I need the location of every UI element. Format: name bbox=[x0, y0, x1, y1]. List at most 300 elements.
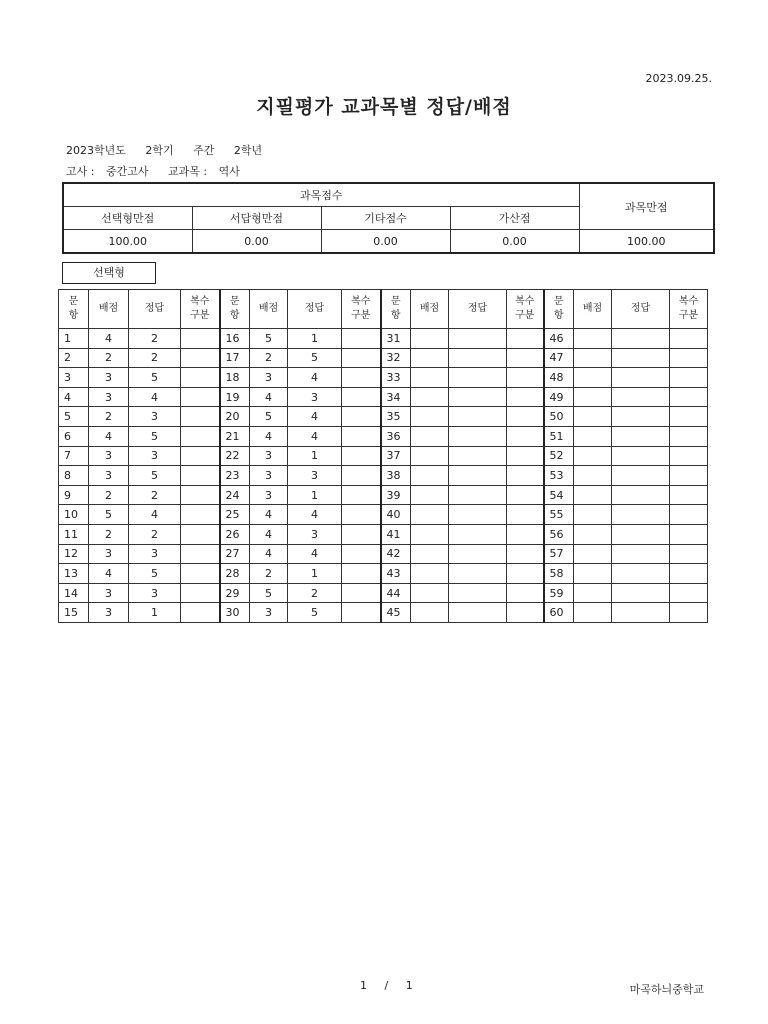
points-cell: 2 bbox=[89, 348, 129, 368]
points-header: 배점 bbox=[250, 290, 288, 329]
multiple-answer-cell bbox=[181, 583, 220, 603]
answer-cell: 2 bbox=[129, 329, 181, 349]
table-row bbox=[59, 466, 708, 486]
subject-value: 역사 bbox=[218, 165, 240, 178]
points-cell: 5 bbox=[250, 583, 288, 603]
answer-cell: 1 bbox=[129, 603, 181, 623]
points-cell bbox=[574, 564, 612, 584]
points-cell bbox=[574, 603, 612, 623]
points-cell: 4 bbox=[89, 564, 129, 584]
answer-cell bbox=[612, 603, 670, 623]
question-number-cell: 21 bbox=[220, 426, 250, 446]
points-cell bbox=[574, 407, 612, 427]
question-number-cell: 31 bbox=[381, 329, 411, 349]
answer-cell bbox=[449, 466, 507, 486]
question-number-header: 문 항 bbox=[59, 290, 89, 329]
section-label: 선택형 bbox=[62, 262, 156, 284]
answer-cell: 3 bbox=[288, 466, 342, 486]
answer-cell: 5 bbox=[288, 348, 342, 368]
multiple-answer-cell bbox=[507, 524, 544, 544]
subject-label: 교과목 : bbox=[167, 165, 208, 178]
answer-cell bbox=[449, 368, 507, 388]
answer-cell bbox=[449, 524, 507, 544]
question-number-cell: 43 bbox=[381, 564, 411, 584]
points-cell: 4 bbox=[250, 426, 288, 446]
answer-cell: 5 bbox=[129, 466, 181, 486]
answer-cell: 1 bbox=[288, 564, 342, 584]
answer-cell bbox=[449, 485, 507, 505]
answer-cell: 2 bbox=[129, 348, 181, 368]
question-number-cell: 13 bbox=[59, 564, 89, 584]
answer-header: 정답 bbox=[612, 290, 670, 329]
answer-cell: 4 bbox=[288, 544, 342, 564]
answer-cell: 4 bbox=[288, 407, 342, 427]
answer-cell bbox=[612, 446, 670, 466]
points-cell bbox=[411, 387, 449, 407]
answer-cell bbox=[612, 524, 670, 544]
multiple-answer-cell bbox=[507, 387, 544, 407]
question-number-cell: 33 bbox=[381, 368, 411, 388]
multiple-answer-cell bbox=[670, 485, 708, 505]
points-cell: 3 bbox=[89, 583, 129, 603]
summary-header-choice: 선택형만점 bbox=[63, 207, 192, 230]
answer-cell bbox=[612, 368, 670, 388]
meta-semester: 2학기 bbox=[145, 144, 174, 157]
points-cell bbox=[411, 348, 449, 368]
multiple-answer-cell bbox=[507, 564, 544, 584]
multiple-answer-cell bbox=[181, 544, 220, 564]
answer-cell bbox=[449, 583, 507, 603]
points-cell: 5 bbox=[89, 505, 129, 525]
points-cell: 3 bbox=[89, 387, 129, 407]
points-cell: 3 bbox=[250, 368, 288, 388]
answer-cell bbox=[612, 426, 670, 446]
question-number-cell: 24 bbox=[220, 485, 250, 505]
answer-header: 정답 bbox=[288, 290, 342, 329]
answer-cell bbox=[449, 387, 507, 407]
table-row bbox=[59, 485, 708, 505]
answer-cell: 5 bbox=[129, 368, 181, 388]
multiple-answer-cell bbox=[670, 466, 708, 486]
question-number-cell: 7 bbox=[59, 446, 89, 466]
points-cell bbox=[411, 524, 449, 544]
question-number-cell: 59 bbox=[544, 583, 574, 603]
answer-cell bbox=[449, 544, 507, 564]
points-cell: 2 bbox=[89, 407, 129, 427]
points-cell: 3 bbox=[89, 466, 129, 486]
table-row bbox=[59, 368, 708, 388]
multiple-answer-cell bbox=[670, 426, 708, 446]
question-number-cell: 57 bbox=[544, 544, 574, 564]
question-number-cell: 47 bbox=[544, 348, 574, 368]
table-row bbox=[59, 329, 708, 349]
multiple-answer-cell bbox=[181, 426, 220, 446]
question-number-cell: 54 bbox=[544, 485, 574, 505]
points-cell bbox=[411, 407, 449, 427]
question-number-header: 문 항 bbox=[381, 290, 411, 329]
multiple-answer-cell bbox=[507, 368, 544, 388]
answer-cell bbox=[449, 603, 507, 623]
multiple-answer-cell bbox=[670, 583, 708, 603]
answer-cell: 3 bbox=[129, 446, 181, 466]
points-cell: 4 bbox=[250, 544, 288, 564]
points-cell: 3 bbox=[250, 485, 288, 505]
points-cell bbox=[574, 583, 612, 603]
question-number-cell: 16 bbox=[220, 329, 250, 349]
answer-cell bbox=[612, 544, 670, 564]
question-number-cell: 50 bbox=[544, 407, 574, 427]
multiple-answer-cell bbox=[181, 485, 220, 505]
answer-cell bbox=[612, 407, 670, 427]
question-number-cell: 58 bbox=[544, 564, 574, 584]
question-number-cell: 2 bbox=[59, 348, 89, 368]
points-cell: 5 bbox=[250, 407, 288, 427]
answer-cell: 4 bbox=[288, 426, 342, 446]
question-number-cell: 9 bbox=[59, 485, 89, 505]
answer-cell: 2 bbox=[129, 524, 181, 544]
multiple-answer-cell bbox=[507, 466, 544, 486]
multiple-answer-cell bbox=[670, 387, 708, 407]
points-header: 배점 bbox=[411, 290, 449, 329]
summary-full-header: 과목만점 bbox=[579, 183, 714, 230]
multiple-answer-cell bbox=[342, 426, 381, 446]
answer-cell: 5 bbox=[288, 603, 342, 623]
points-cell bbox=[411, 603, 449, 623]
answer-cell: 1 bbox=[288, 446, 342, 466]
points-cell bbox=[574, 368, 612, 388]
multiple-answer-cell bbox=[342, 603, 381, 623]
table-row bbox=[59, 603, 708, 623]
question-number-cell: 6 bbox=[59, 426, 89, 446]
answer-cell: 5 bbox=[129, 426, 181, 446]
question-number-cell: 34 bbox=[381, 387, 411, 407]
multiple-answer-cell bbox=[670, 544, 708, 564]
question-number-cell: 49 bbox=[544, 387, 574, 407]
answer-cell: 4 bbox=[129, 387, 181, 407]
summary-group-header: 과목점수 bbox=[63, 183, 579, 207]
answer-cell bbox=[612, 505, 670, 525]
multiple-answer-cell bbox=[507, 544, 544, 564]
multiple-answer-cell bbox=[507, 505, 544, 525]
multiple-answer-cell bbox=[342, 583, 381, 603]
question-number-cell: 14 bbox=[59, 583, 89, 603]
points-cell bbox=[574, 426, 612, 446]
summary-value-written: 0.00 bbox=[192, 230, 321, 254]
multiple-answer-cell bbox=[670, 505, 708, 525]
points-cell: 2 bbox=[250, 564, 288, 584]
answer-cell bbox=[612, 466, 670, 486]
table-row bbox=[59, 583, 708, 603]
answer-cell: 4 bbox=[288, 505, 342, 525]
table-row bbox=[59, 544, 708, 564]
print-date: 2023.09.25. bbox=[645, 72, 712, 85]
multiple-answer-cell bbox=[670, 603, 708, 623]
question-number-cell: 29 bbox=[220, 583, 250, 603]
question-number-cell: 23 bbox=[220, 466, 250, 486]
exam-value: 중간고사 bbox=[105, 165, 149, 178]
question-number-cell: 27 bbox=[220, 544, 250, 564]
answer-cell bbox=[612, 387, 670, 407]
answer-cell bbox=[449, 564, 507, 584]
table-row bbox=[59, 407, 708, 427]
meta-grade: 2학년 bbox=[233, 144, 263, 157]
question-number-cell: 8 bbox=[59, 466, 89, 486]
score-summary-table bbox=[62, 182, 715, 254]
meta-line-2 bbox=[66, 163, 248, 179]
answer-cell bbox=[449, 426, 507, 446]
multiple-answer-cell bbox=[507, 446, 544, 466]
question-number-cell: 48 bbox=[544, 368, 574, 388]
points-cell bbox=[411, 426, 449, 446]
points-cell bbox=[574, 387, 612, 407]
question-number-cell: 51 bbox=[544, 426, 574, 446]
multiple-answer-cell bbox=[181, 466, 220, 486]
answer-cell bbox=[449, 446, 507, 466]
answer-cell bbox=[612, 485, 670, 505]
points-cell: 4 bbox=[250, 387, 288, 407]
table-row bbox=[59, 505, 708, 525]
multiple-answer-cell bbox=[342, 446, 381, 466]
points-cell: 2 bbox=[250, 348, 288, 368]
summary-value-other: 0.00 bbox=[321, 230, 450, 254]
points-cell bbox=[411, 368, 449, 388]
points-cell bbox=[411, 583, 449, 603]
points-cell bbox=[411, 329, 449, 349]
question-number-cell: 39 bbox=[381, 485, 411, 505]
points-cell: 4 bbox=[250, 524, 288, 544]
question-number-cell: 20 bbox=[220, 407, 250, 427]
table-row bbox=[59, 348, 708, 368]
question-number-header: 문 항 bbox=[220, 290, 250, 329]
multiple-answer-cell bbox=[507, 426, 544, 446]
multiple-answer-cell bbox=[181, 524, 220, 544]
points-cell bbox=[411, 446, 449, 466]
multiple-answer-cell bbox=[181, 603, 220, 623]
points-cell bbox=[574, 505, 612, 525]
answer-cell bbox=[612, 348, 670, 368]
multiple-answer-cell bbox=[181, 368, 220, 388]
multiple-answer-header: 복수 구분 bbox=[670, 290, 708, 329]
multiple-answer-cell bbox=[670, 329, 708, 349]
points-cell bbox=[411, 466, 449, 486]
points-cell bbox=[574, 544, 612, 564]
answer-cell: 2 bbox=[129, 485, 181, 505]
question-number-cell: 25 bbox=[220, 505, 250, 525]
points-cell bbox=[574, 524, 612, 544]
summary-full-value: 100.00 bbox=[579, 230, 714, 254]
question-number-cell: 56 bbox=[544, 524, 574, 544]
question-number-cell: 37 bbox=[381, 446, 411, 466]
points-cell: 4 bbox=[89, 426, 129, 446]
points-cell bbox=[574, 485, 612, 505]
points-cell: 4 bbox=[250, 505, 288, 525]
question-number-cell: 12 bbox=[59, 544, 89, 564]
question-number-header: 문 항 bbox=[544, 290, 574, 329]
points-cell bbox=[411, 505, 449, 525]
meta-course: 주간 bbox=[193, 144, 215, 157]
question-number-cell: 3 bbox=[59, 368, 89, 388]
question-number-cell: 46 bbox=[544, 329, 574, 349]
question-number-cell: 4 bbox=[59, 387, 89, 407]
question-number-cell: 36 bbox=[381, 426, 411, 446]
points-cell bbox=[411, 564, 449, 584]
multiple-answer-cell bbox=[670, 524, 708, 544]
question-number-cell: 60 bbox=[544, 603, 574, 623]
question-number-cell: 55 bbox=[544, 505, 574, 525]
multiple-answer-cell bbox=[507, 583, 544, 603]
answer-cell: 1 bbox=[288, 329, 342, 349]
answer-cell bbox=[612, 583, 670, 603]
question-number-cell: 44 bbox=[381, 583, 411, 603]
multiple-answer-cell bbox=[342, 544, 381, 564]
points-header: 배점 bbox=[574, 290, 612, 329]
answer-cell: 1 bbox=[288, 485, 342, 505]
question-number-cell: 41 bbox=[381, 524, 411, 544]
multiple-answer-cell bbox=[342, 368, 381, 388]
points-cell: 3 bbox=[250, 446, 288, 466]
page-number: 1 / 1 bbox=[360, 979, 413, 992]
question-number-cell: 18 bbox=[220, 368, 250, 388]
question-number-cell: 35 bbox=[381, 407, 411, 427]
answer-cell bbox=[449, 407, 507, 427]
table-row bbox=[59, 426, 708, 446]
answer-table-header-row bbox=[59, 290, 708, 329]
answer-cell: 2 bbox=[288, 583, 342, 603]
answer-cell: 4 bbox=[288, 368, 342, 388]
multiple-answer-cell bbox=[342, 524, 381, 544]
points-cell bbox=[574, 446, 612, 466]
answer-cell: 5 bbox=[129, 564, 181, 584]
table-row bbox=[59, 524, 708, 544]
answer-cell: 4 bbox=[129, 505, 181, 525]
points-cell bbox=[574, 329, 612, 349]
multiple-answer-cell bbox=[342, 329, 381, 349]
multiple-answer-cell bbox=[507, 603, 544, 623]
question-number-cell: 22 bbox=[220, 446, 250, 466]
question-number-cell: 53 bbox=[544, 466, 574, 486]
multiple-answer-cell bbox=[181, 387, 220, 407]
answer-cell: 3 bbox=[288, 524, 342, 544]
table-row bbox=[59, 387, 708, 407]
question-number-cell: 5 bbox=[59, 407, 89, 427]
summary-header-bonus: 가산점 bbox=[450, 207, 579, 230]
points-cell: 3 bbox=[89, 603, 129, 623]
multiple-answer-header: 복수 구분 bbox=[507, 290, 544, 329]
answer-cell bbox=[449, 505, 507, 525]
points-cell: 3 bbox=[89, 446, 129, 466]
points-header: 배점 bbox=[89, 290, 129, 329]
points-cell bbox=[574, 348, 612, 368]
multiple-answer-cell bbox=[670, 368, 708, 388]
answer-header: 정답 bbox=[449, 290, 507, 329]
multiple-answer-cell bbox=[507, 329, 544, 349]
multiple-answer-cell bbox=[181, 505, 220, 525]
multiple-answer-cell bbox=[342, 348, 381, 368]
multiple-answer-cell bbox=[181, 348, 220, 368]
question-number-cell: 30 bbox=[220, 603, 250, 623]
points-cell: 2 bbox=[89, 485, 129, 505]
question-number-cell: 45 bbox=[381, 603, 411, 623]
answer-cell: 3 bbox=[129, 544, 181, 564]
multiple-answer-header: 복수 구분 bbox=[342, 290, 381, 329]
points-cell bbox=[574, 466, 612, 486]
question-number-cell: 19 bbox=[220, 387, 250, 407]
question-number-cell: 42 bbox=[381, 544, 411, 564]
multiple-answer-cell bbox=[670, 348, 708, 368]
table-row bbox=[59, 446, 708, 466]
multiple-answer-cell bbox=[342, 407, 381, 427]
points-cell: 3 bbox=[250, 603, 288, 623]
points-cell: 5 bbox=[250, 329, 288, 349]
summary-header-written: 서답형만점 bbox=[192, 207, 321, 230]
points-cell: 2 bbox=[89, 524, 129, 544]
multiple-answer-cell bbox=[342, 564, 381, 584]
question-number-cell: 26 bbox=[220, 524, 250, 544]
multiple-answer-cell bbox=[342, 387, 381, 407]
multiple-answer-cell bbox=[670, 564, 708, 584]
answer-header: 정답 bbox=[129, 290, 181, 329]
question-number-cell: 11 bbox=[59, 524, 89, 544]
answer-cell: 3 bbox=[288, 387, 342, 407]
question-number-cell: 10 bbox=[59, 505, 89, 525]
multiple-answer-cell bbox=[342, 505, 381, 525]
summary-value-choice: 100.00 bbox=[63, 230, 192, 254]
points-cell: 3 bbox=[250, 466, 288, 486]
question-number-cell: 15 bbox=[59, 603, 89, 623]
page-title: 지필평가 교과목별 정답/배점 bbox=[256, 96, 512, 118]
multiple-answer-cell bbox=[181, 329, 220, 349]
points-cell bbox=[411, 485, 449, 505]
answer-cell bbox=[449, 348, 507, 368]
answer-cell bbox=[449, 329, 507, 349]
multiple-answer-cell bbox=[670, 446, 708, 466]
points-cell bbox=[411, 544, 449, 564]
question-number-cell: 32 bbox=[381, 348, 411, 368]
exam-label: 고사 : bbox=[66, 165, 95, 178]
points-cell: 3 bbox=[89, 544, 129, 564]
summary-header-other: 기타점수 bbox=[321, 207, 450, 230]
question-number-cell: 52 bbox=[544, 446, 574, 466]
question-number-cell: 17 bbox=[220, 348, 250, 368]
school-name: 마곡하늬중학교 bbox=[629, 983, 704, 996]
multiple-answer-cell bbox=[507, 485, 544, 505]
question-number-cell: 38 bbox=[381, 466, 411, 486]
summary-value-bonus: 0.00 bbox=[450, 230, 579, 254]
answer-cell: 3 bbox=[129, 407, 181, 427]
points-cell: 4 bbox=[89, 329, 129, 349]
multiple-answer-header: 복수 구분 bbox=[181, 290, 220, 329]
multiple-answer-cell bbox=[507, 407, 544, 427]
multiple-answer-cell bbox=[181, 564, 220, 584]
answer-cell bbox=[612, 329, 670, 349]
multiple-answer-cell bbox=[670, 407, 708, 427]
multiple-answer-cell bbox=[181, 407, 220, 427]
question-number-cell: 40 bbox=[381, 505, 411, 525]
multiple-answer-cell bbox=[342, 466, 381, 486]
multiple-answer-cell bbox=[342, 485, 381, 505]
meta-year: 2023학년도 bbox=[66, 144, 126, 157]
answer-cell: 3 bbox=[129, 583, 181, 603]
multiple-answer-cell bbox=[181, 446, 220, 466]
question-number-cell: 1 bbox=[59, 329, 89, 349]
multiple-answer-cell bbox=[507, 348, 544, 368]
table-row bbox=[59, 564, 708, 584]
meta-line-1 bbox=[66, 142, 278, 158]
answer-cell bbox=[612, 564, 670, 584]
question-number-cell: 28 bbox=[220, 564, 250, 584]
answer-key-table bbox=[58, 289, 708, 623]
points-cell: 3 bbox=[89, 368, 129, 388]
